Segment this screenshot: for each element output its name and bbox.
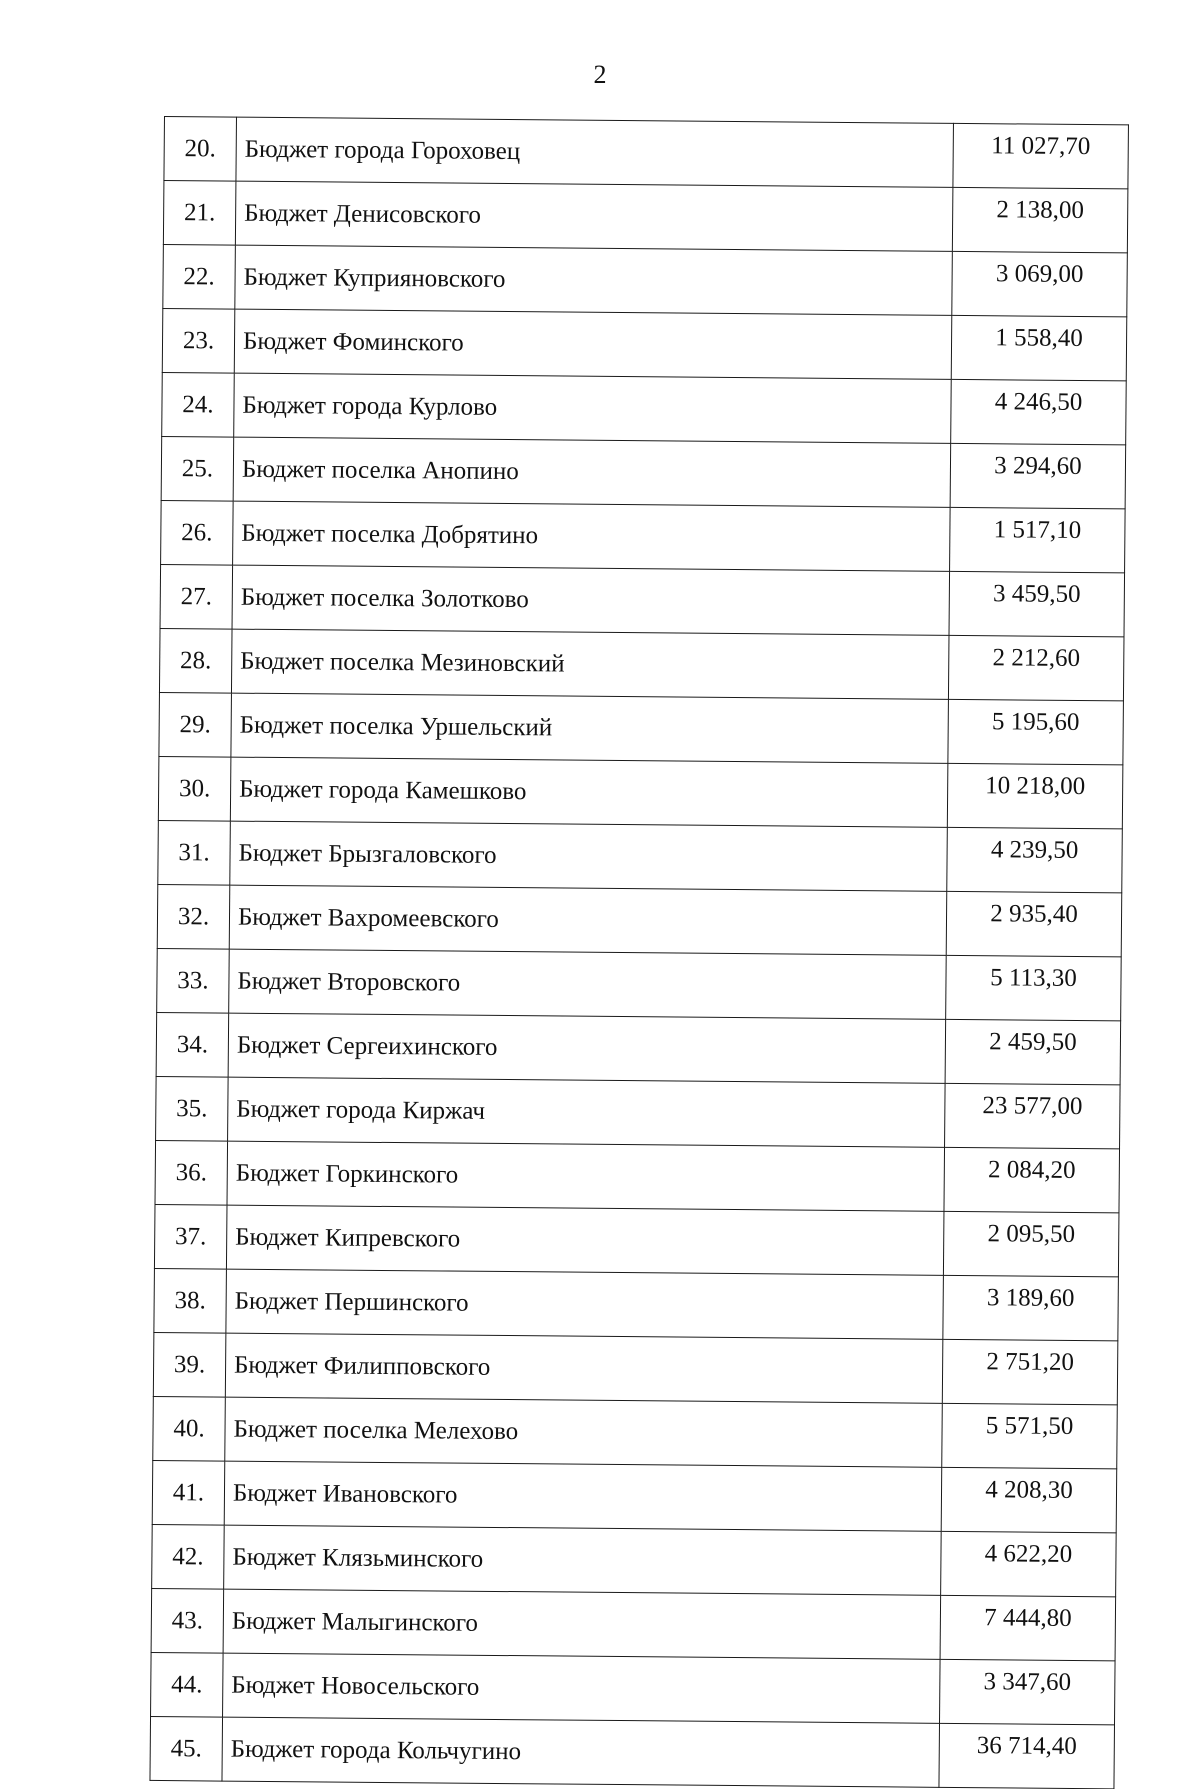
table-row [151, 1652, 1116, 1724]
budget-table [149, 116, 1128, 1789]
table-row [163, 244, 1128, 316]
budget-name-cell: Бюджет Першинского [226, 1269, 944, 1339]
budget-amount-cell: 2 459,50 [945, 1019, 1121, 1085]
row-number-cell: 39. [153, 1332, 226, 1397]
budget-amount-cell: 5 571,50 [942, 1403, 1118, 1469]
table-row [156, 1012, 1121, 1084]
budget-amount-cell: 3 294,60 [950, 443, 1126, 509]
budget-name-cell: Бюджет Малыгинского [223, 1589, 941, 1659]
table-row [155, 1140, 1120, 1212]
row-number-cell: 22. [163, 244, 236, 309]
budget-name-cell: Бюджет города Гороховец [236, 117, 954, 187]
budget-amount-cell: 2 751,20 [942, 1339, 1118, 1405]
row-number-cell: 43. [151, 1588, 224, 1653]
row-number-cell: 24. [162, 372, 235, 437]
table-row [159, 628, 1124, 700]
row-number-cell: 23. [162, 308, 235, 373]
row-number-cell: 27. [160, 564, 233, 629]
table-row [164, 117, 1129, 189]
budget-amount-cell: 2 138,00 [952, 187, 1128, 253]
row-number-cell: 36. [155, 1140, 228, 1205]
budget-amount-cell: 2 095,50 [943, 1211, 1119, 1277]
budget-amount-cell: 3 459,50 [949, 571, 1125, 637]
budget-amount-cell: 2 212,60 [948, 635, 1124, 701]
table-row [153, 1396, 1118, 1468]
table-row [161, 500, 1126, 572]
budget-name-cell: Бюджет Новосельского [223, 1653, 941, 1723]
budget-amount-cell: 3 069,00 [952, 251, 1128, 317]
budget-name-cell: Бюджет Филипповского [225, 1333, 943, 1403]
budget-name-cell: Бюджет Сергеихинского [228, 1013, 946, 1083]
row-number-cell: 37. [154, 1204, 227, 1269]
table-row [150, 1716, 1115, 1788]
budget-name-cell: Бюджет города Камешково [230, 757, 948, 827]
budget-amount-cell: 3 347,60 [940, 1659, 1116, 1725]
table-row [157, 884, 1122, 956]
table-row [154, 1268, 1119, 1340]
budget-amount-cell: 7 444,80 [940, 1595, 1116, 1661]
table-row [162, 372, 1127, 444]
budget-amount-cell: 4 239,50 [947, 827, 1123, 893]
budget-amount-cell: 1 558,40 [951, 315, 1127, 381]
row-number-cell: 29. [159, 692, 232, 757]
table-row [158, 820, 1123, 892]
row-number-cell: 42. [152, 1524, 225, 1589]
budget-name-cell: Бюджет Брызгаловского [230, 821, 948, 891]
budget-name-cell: Бюджет Клязьминского [224, 1525, 942, 1595]
budget-amount-cell: 4 246,50 [951, 379, 1127, 445]
table-row [162, 308, 1127, 380]
budget-amount-cell: 5 113,30 [946, 955, 1122, 1021]
row-number-cell: 21. [163, 181, 236, 246]
budget-amount-cell: 2 935,40 [946, 891, 1122, 957]
table-row [157, 948, 1122, 1020]
budget-amount-cell: 2 084,20 [944, 1147, 1120, 1213]
table-row [163, 181, 1128, 253]
budget-name-cell: Бюджет города Кольчугино [222, 1717, 940, 1787]
table-body [150, 117, 1128, 1789]
row-number-cell: 41. [152, 1460, 225, 1525]
budget-name-cell: Бюджет Кипревского [226, 1205, 944, 1275]
budget-name-cell: Бюджет поселка Мелехово [225, 1397, 943, 1467]
row-number-cell: 31. [158, 820, 231, 885]
budget-name-cell: Бюджет Куприяновского [235, 245, 953, 315]
page-number: 2 [593, 60, 607, 89]
row-number-cell: 38. [154, 1268, 227, 1333]
budget-amount-cell: 36 714,40 [939, 1723, 1115, 1789]
budget-name-cell: Бюджет Вахромеевского [229, 885, 947, 955]
table-row [158, 756, 1123, 828]
table-row [161, 436, 1126, 508]
row-number-cell: 28. [159, 628, 232, 693]
table-row [151, 1588, 1116, 1660]
table-row [154, 1204, 1119, 1276]
table-row [159, 692, 1124, 764]
budget-amount-cell: 4 622,20 [941, 1531, 1117, 1597]
table-row [152, 1524, 1117, 1596]
row-number-cell: 20. [164, 117, 237, 182]
budget-amount-cell: 3 189,60 [943, 1275, 1119, 1341]
budget-amount-cell: 10 218,00 [947, 763, 1123, 829]
budget-name-cell: Бюджет поселка Уршельский [231, 693, 949, 763]
row-number-cell: 26. [161, 500, 234, 565]
budget-name-cell: Бюджет Второвского [229, 949, 947, 1019]
budget-name-cell: Бюджет города Киржач [228, 1077, 946, 1147]
budget-name-cell: Бюджет Ивановского [224, 1461, 942, 1531]
budget-name-cell: Бюджет поселка Добрятино [233, 501, 951, 571]
budget-amount-cell: 4 208,30 [941, 1467, 1117, 1533]
budget-name-cell: Бюджет поселка Золотково [232, 565, 950, 635]
row-number-cell: 45. [150, 1716, 223, 1781]
row-number-cell: 40. [153, 1396, 226, 1461]
row-number-cell: 44. [151, 1652, 224, 1717]
budget-name-cell: Бюджет поселка Анопино [233, 437, 951, 507]
table-row [152, 1460, 1117, 1532]
row-number-cell: 25. [161, 436, 234, 501]
budget-amount-cell: 11 027,70 [953, 123, 1129, 189]
table-row [160, 564, 1125, 636]
budget-name-cell: Бюджет поселка Мезиновский [231, 629, 949, 699]
budget-name-cell: Бюджет Фоминского [234, 309, 952, 379]
budget-amount-cell: 1 517,10 [950, 507, 1126, 573]
budget-amount-cell: 5 195,60 [948, 699, 1124, 765]
row-number-cell: 30. [158, 756, 231, 821]
budget-amount-cell: 23 577,00 [945, 1083, 1121, 1149]
budget-name-cell: Бюджет Денисовского [235, 181, 953, 251]
table-row [156, 1076, 1121, 1148]
budget-name-cell: Бюджет города Курлово [234, 373, 952, 443]
table-row [153, 1332, 1118, 1404]
row-number-cell: 32. [157, 884, 230, 949]
row-number-cell: 33. [157, 948, 230, 1013]
budget-name-cell: Бюджет Горкинского [227, 1141, 945, 1211]
row-number-cell: 34. [156, 1012, 229, 1077]
row-number-cell: 35. [156, 1076, 229, 1141]
